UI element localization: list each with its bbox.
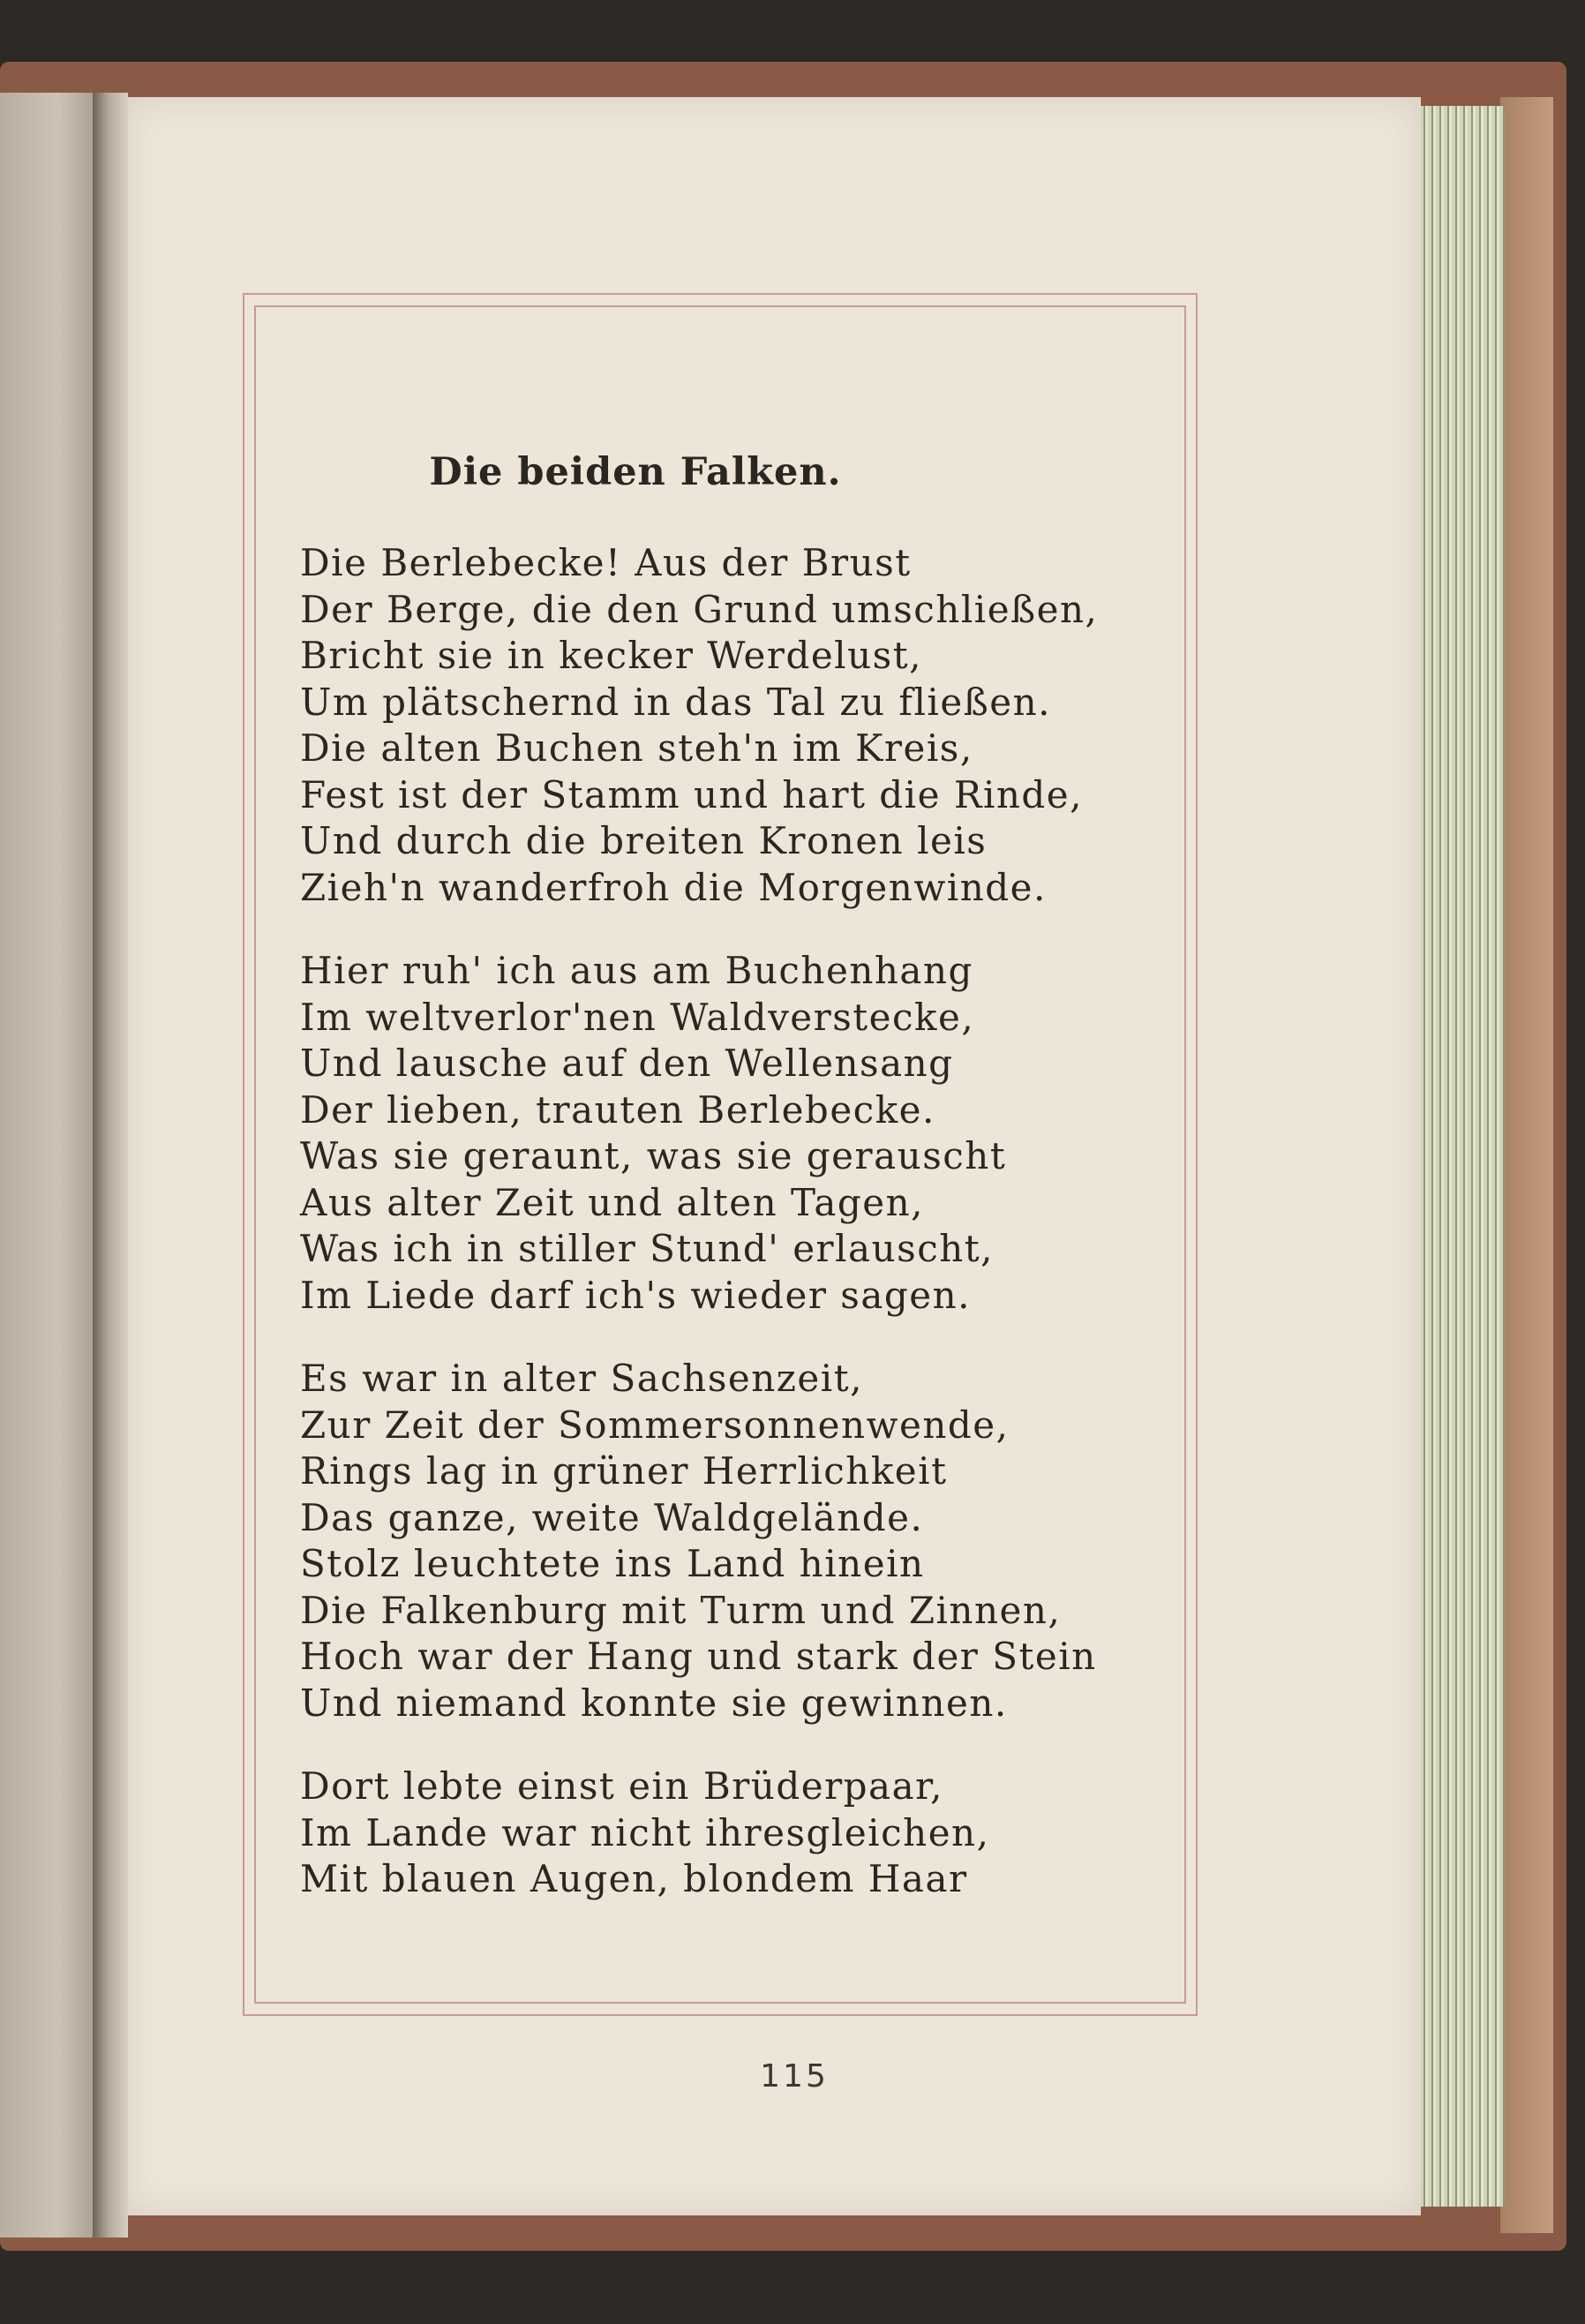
page-number: 115 bbox=[760, 2058, 829, 2095]
book-gutter bbox=[93, 93, 128, 2238]
poem-line: Der lieben, trauten Berlebecke. bbox=[300, 1087, 935, 1132]
poem-line: Die alten Buchen steh'n im Kreis, bbox=[300, 726, 973, 770]
poem-line: Zur Zeit der Sommersonnenwende, bbox=[300, 1403, 1010, 1447]
stanza-1 bbox=[300, 540, 1099, 911]
poem-line: Fest ist der Stamm und hart die Rinde, bbox=[300, 772, 1084, 816]
poem-line: Im weltverlor'nen Waldverstecke, bbox=[300, 995, 975, 1039]
poem-line: Dort lebte einst ein Brüderpaar, bbox=[300, 1764, 943, 1808]
poem-line: Was ich in stiller Stund' erlauscht, bbox=[300, 1227, 995, 1270]
cover-edge bbox=[1500, 97, 1553, 2233]
poem-line: Der Berge, die den Grund umschließen, bbox=[300, 587, 1099, 631]
poem-line: Die Berlebecke! Aus der Brust bbox=[300, 541, 912, 584]
poem-line: Und durch die breiten Kronen leis bbox=[300, 819, 988, 862]
poem-line: Mit blauen Augen, blondem Haar bbox=[300, 1857, 968, 1900]
poem-line: Stolz leuchtete ins Land hinein bbox=[300, 1542, 925, 1585]
poem-line: Hoch war der Hang und stark der Stein bbox=[300, 1635, 1097, 1678]
poem-title: Die beiden Falken. bbox=[429, 450, 842, 494]
poem-line: Und lausche auf den Wellensang bbox=[300, 1042, 954, 1085]
poem-line: Aus alter Zeit und alten Tagen, bbox=[300, 1180, 924, 1224]
poem-line: Hier ruh' ich aus am Buchenhang bbox=[300, 949, 973, 992]
poem-line: Was sie geraunt, was sie gerauscht bbox=[300, 1134, 1007, 1177]
poem-line: Rings lag in grüner Herrlichkeit bbox=[300, 1449, 948, 1493]
poem-line: Das ganze, weite Waldgelände. bbox=[300, 1495, 924, 1539]
poem-line: Die Falkenburg mit Turm und Zinnen, bbox=[300, 1588, 1062, 1632]
stanza-4 bbox=[300, 1764, 1094, 1903]
stanza-3 bbox=[300, 1356, 1097, 1726]
poem-line: Und niemand konnte sie gewinnen. bbox=[300, 1681, 1008, 1725]
poem bbox=[300, 450, 1099, 1940]
previous-page bbox=[0, 93, 97, 2238]
poem-line: Es war in alter Sachsenzeit, bbox=[300, 1357, 863, 1400]
page-edges bbox=[1412, 106, 1505, 2207]
poem-line: Bricht sie in kecker Werdelust, bbox=[300, 634, 922, 677]
poem-line: Im Liede darf ich's wieder sagen. bbox=[300, 1273, 972, 1317]
stanza-2 bbox=[300, 948, 1094, 1319]
poem-line: Um plätschernd in das Tal zu fließen. bbox=[300, 680, 1051, 724]
poem-line: Zieh'n wanderfroh die Morgenwinde. bbox=[300, 865, 1047, 909]
poem-line: Im Lande war nicht ihresgleichen, bbox=[300, 1810, 990, 1854]
